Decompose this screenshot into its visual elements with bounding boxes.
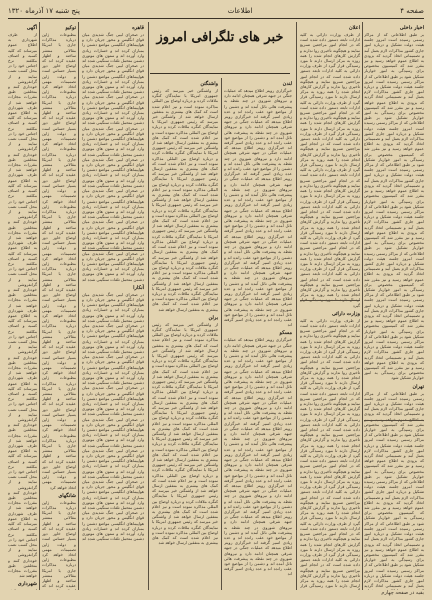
page-header (8, 4, 424, 18)
column-subhead: برلن (208, 314, 218, 321)
column-text: مطبوعات ژاپن درباره مذاکرات جاری با امریکا مقالاتی منتشر ساخته و اظهار عقیده کرده اند که اوضاع خاور دور بسیار حساس است و دولت ژاپن تصمیمات مهمی اتخاذ خواهد کرد مطبوعات ژاپن درباره مذاکرات جاری با امریکا مقالاتی منتشر ساخته و اظهار عقیده کرده اند که (42, 499, 76, 589)
date-label: پنج شنبه ۱۷ آذرماه ۱۳۲۰ (8, 7, 80, 15)
column-text: بر طبق اطلاعاتی که از مراکز رسمی رسیده است امروز جلسه هیئت دولت تشکیل و درباره امور جاری کشور مذاکرات لازم بعمل آمد و تصمیماتی اتخاذ گردید که بزودی به اطلاع عموم خواهد رسید و نیز مقرر شد که کمیسیون مخصوص برای رسیدگی به امور خواربار تشکیل شود بر طبق اطلاعاتی که از مراکز رسمی رسیده است امروز جلسه هیئت دولت تشکیل و درباره امور جاری کشور مذاکرات لازم بعمل آمد و تصمیماتی اتخاذ گردید که بزودی به اطلاع عموم خواهد رسید و نیز مقرر شد که کمیسیون مخصوص برای رسیدگی به امور خواربار تشکیل شود بر طبق اطلاعاتی که از مراکز رسمی رسیده است امروز جلسه هیئت دولت تشکیل و درباره امور جاری کشور مذاکرات لازم بعمل آمد و تصمیماتی اتخاذ گردید که بزودی به اطلاع عموم خواهد رسید و نیز مقرر شد که کمیسیون مخصوص برای رسیدگی به امور خواربار تشکیل شود بر طبق اطلاعاتی که از مراکز رسمی رسیده است امروز جلسه هیئت دولت تشکیل و درباره امور جاری کشور مذاکرات لازم بعمل آمد و تصمیماتی اتخاذ گردید که بزودی به اطلاع عموم خواهد رسید و نیز مقرر شد که کمیسیون مخصوص برای رسیدگی به امور خواربار تشکیل شود بر طبق اطلاعاتی که از مراکز رسمی رسیده است امروز جلسه هیئت دولت تشکیل و درباره امور جاری کشور مذاکرات لازم بعمل آمد و تصمیماتی اتخاذ گردید (364, 390, 424, 589)
page-label: صفحه ۴ (400, 7, 424, 15)
header-rule (8, 18, 424, 19)
column-2 (300, 22, 360, 590)
column-subhead: شهرداری (17, 581, 37, 588)
column-1 (364, 22, 424, 590)
column-text: از طرف وزارت دارائی به کلیه ادارات تابعه دستور داده شده است که در انجام امور مراجعین تسریع نمایند و هیچگونه تأخیری روا ندارند و گزارش کارهای انجام شده را همه روزه به مرکز ارسال دارند تا مورد رسیدگی قرار گیرد از طرف وزارت دارائی به کلیه ادارات تابعه دستور داده شده است که در انجام امور مراجعین تسریع نمایند و هیچگونه تأخیری روا ندارند و گزارش کارهای انجام شده را همه روزه به مرکز ارسال دارند تا مورد رسیدگی قرار گیرد از طرف وزارت دارائی به کلیه ادارات تابعه دستور داده شده است که در انجام امور مراجعین تسریع نمایند و هیچگونه تأخیری روا ندارند و گزارش کارهای انجام شده را همه روزه به مرکز ارسال دارند تا مورد رسیدگی قرار گیرد از طرف وزارت دارائی به کلیه ادارات تابعه دستور داده شده است که در انجام امور مراجعین تسریع نمایند و هیچگونه تأخیری روا ندارند و گزارش کارهای انجام شده را همه روزه به مرکز ارسال دارند تا مورد رسیدگی قرار گیرد از طرف وزارت دارائی به کلیه ادارات تابعه دستور داده شده است که در انجام امور مراجعین تسریع نمایند و هیچگونه تأخیری روا ندارند و گزارش کارهای انجام شده را همه روزه به مرکز ارسال دارند تا مورد رسیدگی قرار گیرد از طرف وزارت دارائی به کلیه ادارات تابعه دستور داده شده است که در انجام امور مراجعین تسریع نمایند و هیچگونه تأخیری روا ندارند و گزارش کارهای انجام شده را همه روزه به مرکز ارسال دارند تا مورد رسیدگی قرار گیرد از طرف وزارت دارائی به کلیه ادارات تابعه دستور داده شده است که در انجام امور مراجعین تسریع نمایند و هیچگونه تأخیری روا ندارند و گزارش کارهای انجام شده را همه روزه به مرکز ارسال دارند تا مورد رسیدگی قرار گیرد از طرف وزارت دارائی به کلیه ادارات تابعه دستور داده شده است که در انجام امور مراجعین تسریع نمایند و هیچگونه تأخیری روا ندارند و گزارش کارهای انجام شده را همه روزه به مرکز ارسال دارند تا مورد رسیدگی قرار گیرد (300, 32, 360, 308)
column-subhead: توکیو (65, 25, 76, 31)
column-subhead: تهران (412, 383, 424, 390)
column-subhead: شانگهای (58, 492, 76, 499)
column-subhead: آنکارا (133, 284, 144, 291)
column-text: از طرف وزارت دارائی به کلیه ادارات تابعه دستور داده شده است که در انجام امور مراجعین تسریع نمایند و هیچگونه تأخیری روا ندارند و گزارش کارهای انجام شده را همه روزه به مرکز ارسال دارند تا مورد رسیدگی قرار گیرد از طرف وزارت دارائی به کلیه ادارات تابعه دستور داده شده است که در انجام امور مراجعین تسریع نمایند و هیچگونه تأخیری روا ندارند و گزارش کارهای انجام شده را همه روزه به مرکز ارسال دارند تا مورد رسیدگی قرار گیرد از طرف وزارت دارائی به کلیه ادارات تابعه دستور داده شده است که در انجام امور مراجعین تسریع نمایند و هیچگونه تأخیری روا ندارند و گزارش کارهای انجام شده را همه روزه به مرکز ارسال دارند تا مورد رسیدگی قرار گیرد از طرف وزارت دارائی به کلیه ادارات تابعه دستور داده شده است که در انجام امور مراجعین تسریع نمایند و هیچگونه تأخیری روا ندارند و گزارش کارهای انجام شده را همه روزه به مرکز ارسال دارند تا مورد رسیدگی قرار گیرد از طرف وزارت دارائی به کلیه ادارات تابعه دستور داده شده است که در انجام امور مراجعین تسریع نمایند و هیچگونه تأخیری روا ندارند و گزارش کارهای انجام شده را همه روزه به مرکز ارسال دارند تا مورد رسیدگی قرار گیرد از طرف وزارت دارائی به کلیه ادارات تابعه دستور داده شده است که در انجام امور مراجعین تسریع نمایند و هیچگونه تأخیری روا ندارند و گزارش کارهای انجام شده را همه روزه به مرکز ارسال دارند تا مورد رسیدگی قرار گیرد از طرف وزارت دارائی به کلیه ادارات تابعه دستور داده شده است که در انجام امور مراجعین تسریع نمایند و هیچگونه تأخیری روا ندارند و گزارش کارهای انجام شده را همه روزه به مرکز ارسال دارند تا مورد رسیدگی قرار گیرد از طرف وزارت دارائی به کلیه ادارات تابعه دستور داده شده است که در انجام امور مراجعین تسریع نمایند و هیچگونه تأخیری روا ندارند و گزارش کارهای انجام شده را همه روزه به مرکز ارسال دارند تا مورد رسیدگی قرار (300, 317, 360, 589)
column-4 (152, 78, 218, 590)
column-subhead: لندن (282, 81, 292, 87)
column-separator (39, 22, 40, 590)
page-footer: بقیه در صفحه چهارم (381, 590, 424, 596)
column-subhead: وزارت دارائی (331, 310, 360, 317)
column-subhead: آگهی (26, 25, 37, 31)
column-subhead: مسکو (279, 330, 292, 337)
column-5 (82, 22, 144, 590)
column-separator (221, 78, 222, 590)
column-7 (8, 22, 37, 590)
column-subhead: اخبار داخلی (399, 25, 424, 31)
column-separator (148, 22, 149, 590)
column-text: از واشنگتن خبر میرسد که رئیس جمهوری امریکا با نمایندگان کنگره ملاقات کرده و درباره اوضاع بین المللی مذاکره نموده است و نیز اعلام شده است که کمک های بیشتری به متفقین ارسال خواهد شد از واشنگتن خبر میرسد که رئیس جمهوری امریکا با نمایندگان کنگره ملاقات کرده و درباره اوضاع بین المللی مذاکره نموده است و نیز اعلام شده است که کمک های بیشتری به متفقین ارسال خواهد شد از واشنگتن خبر میرسد که رئیس جمهوری امریکا با نمایندگان کنگره ملاقات کرده و درباره اوضاع بین المللی مذاکره نموده است و نیز اعلام شده است که کمک های بیشتری به متفقین ارسال خواهد شد از واشنگتن خبر میرسد که رئیس جمهوری امریکا با نمایندگان کنگره ملاقات کرده و درباره اوضاع بین المللی مذاکره نموده است و نیز اعلام شده است که کمک های بیشتری به متفقین ارسال خواهد شد از واشنگتن خبر میرسد که رئیس جمهوری امریکا با نمایندگان کنگره ملاقات کرده و درباره اوضاع بین المللی مذاکره نموده است و نیز اعلام شده است که کمک های بیشتری به متفقین ارسال خواهد شد از واشنگتن خبر میرسد که رئیس جمهوری امریکا با نمایندگان کنگره ملاقات کرده و درباره اوضاع بین المللی مذاکره نموده است و نیز اعلام شده است که کمک های بیشتری به متفقین ارسال خواهد شد از واشنگتن خبر میرسد که رئیس جمهوری امریکا با نمایندگان کنگره ملاقات کرده و درباره اوضاع بین المللی مذاکره نموده است و نیز اعلام شده است که کمک های بیشتری به متفقین ارسال خواهد شد از واشنگتن خبر میرسد که رئیس جمهوری امریکا با نمایندگان کنگره ملاقات کرده و درباره اوضاع بین المللی مذاکره نموده است و نیز اعلام شده است که کمک های بیشتری به متفقین ارسال خواهد شد (152, 321, 218, 546)
column-6 (42, 22, 76, 590)
column-text: از واشنگتن خبر میرسد که رئیس جمهوری امریکا با نمایندگان کنگره ملاقات کرده و درباره اوضاع بین المللی مذاکره نموده است و نیز اعلام شده است که کمک های بیشتری به متفقین ارسال خواهد شد از واشنگتن خبر میرسد که رئیس جمهوری امریکا با نمایندگان کنگره ملاقات کرده و درباره اوضاع بین المللی مذاکره نموده است و نیز اعلام شده است که کمک های بیشتری به متفقین ارسال خواهد شد از واشنگتن خبر میرسد که رئیس جمهوری امریکا با نمایندگان کنگره ملاقات کرده و درباره اوضاع بین المللی مذاکره نموده است و نیز اعلام شده است که کمک های بیشتری به متفقین ارسال خواهد شد از واشنگتن خبر میرسد که رئیس جمهوری امریکا با نمایندگان کنگره ملاقات کرده و درباره اوضاع بین المللی مذاکره نموده است و نیز اعلام شده است که کمک های بیشتری به متفقین ارسال خواهد شد از واشنگتن خبر میرسد که رئیس جمهوری امریکا با نمایندگان کنگره ملاقات کرده و درباره اوضاع بین المللی مذاکره نموده است و نیز اعلام شده است که کمک های بیشتری به متفقین ارسال خواهد شد از واشنگتن خبر میرسد که رئیس جمهوری امریکا با نمایندگان کنگره ملاقات کرده و درباره اوضاع بین المللی مذاکره نموده است و نیز اعلام شده است که کمک های بیشتری به متفقین ارسال خواهد شد از واشنگتن خبر میرسد که رئیس جمهوری امریکا با نمایندگان کنگره ملاقات کرده و درباره اوضاع بین المللی مذاکره نموده است و نیز اعلام شده است که کمک های بیشتری به متفقین ارسال خواهد شد از واشنگتن خبر میرسد که رئیس جمهوری امریکا با نمایندگان کنگره ملاقات کرده و درباره اوضاع بین المللی مذاکره نموده است و نیز اعلام شده است که کمک های بیشتری به متفقین ارسال خواهد شد (152, 88, 218, 312)
column-text: خبرگزاری رویتر اطلاع میدهد که عملیات جنگی در جبهه شرقی همچنان ادامه دارد و نیروهای شوروی در چند نقطه به پیشرفت هائی نائل آمده اند و دشمن را از مواضع خود عقب رانده اند و عده زیادی اسیر گرفته اند خبرگزاری رویتر اطلاع میدهد که عملیات جنگی در جبهه شرقی همچنان ادامه دارد و نیروهای شوروی در چند نقطه به پیشرفت هائی نائل آمده اند و دشمن را از مواضع خود عقب رانده اند و عده زیادی اسیر گرفته اند خبرگزاری رویتر اطلاع میدهد که عملیات جنگی در جبهه شرقی همچنان ادامه دارد و نیروهای شوروی در چند نقطه به پیشرفت هائی نائل آمده اند و دشمن را از مواضع خود عقب رانده اند و عده زیادی اسیر گرفته اند خبرگزاری رویتر اطلاع میدهد که عملیات جنگی در جبهه شرقی همچنان ادامه دارد و نیروهای شوروی در چند نقطه به پیشرفت هائی نائل آمده اند و دشمن را از مواضع خود عقب رانده اند و عده زیادی اسیر گرفته اند خبرگزاری رویتر اطلاع میدهد که عملیات جنگی در جبهه شرقی همچنان ادامه دارد و نیروهای شوروی در چند نقطه به پیشرفت هائی نائل آمده اند و دشمن را از مواضع خود عقب رانده اند و عده زیادی اسیر گرفته اند خبرگزاری رویتر اطلاع میدهد که عملیات جنگی در جبهه شرقی همچنان ادامه دارد و نیروهای شوروی در چند نقطه به پیشرفت هائی نائل آمده اند و دشمن را از مواضع خود عقب رانده اند و عده زیادی اسیر گرفته اند خبرگزاری رویتر اطلاع میدهد که عملیات جنگی در جبهه شرقی همچنان ادامه دارد و نیروهای شوروی در چند نقطه به پیشرفت هائی نائل آمده اند و دشمن را از مواضع خود عقب رانده اند و عده زیادی اسیر گرفته اند خبرگزاری رویتر اطلاع میدهد که عملیات جنگی در جبهه شرقی همچنان ادامه دارد و نیروهای شوروی در چند نقطه به پیشرفت هائی نائل آمده اند و دشمن را از مواضع خود عقب رانده اند و عده زیادی اسیر گرفته اند (224, 337, 292, 577)
column-3 (224, 78, 292, 590)
section-rule (300, 300, 360, 301)
column-subhead: اعلان (348, 25, 360, 31)
column-text: خبرگزاری رویتر اطلاع میدهد که عملیات جنگی در جبهه شرقی همچنان ادامه دارد و نیروهای شوروی در چند نقطه به پیشرفت هائی نائل آمده اند و دشمن را از مواضع خود عقب رانده اند و عده زیادی اسیر گرفته اند خبرگزاری رویتر اطلاع میدهد که عملیات جنگی در جبهه شرقی همچنان ادامه دارد و نیروهای شوروی در چند نقطه به پیشرفت هائی نائل آمده اند و دشمن را از مواضع خود عقب رانده اند و عده زیادی اسیر گرفته اند خبرگزاری رویتر اطلاع میدهد که عملیات جنگی در جبهه شرقی همچنان ادامه دارد و نیروهای شوروی در چند نقطه به پیشرفت هائی نائل آمده اند و دشمن را از مواضع خود عقب رانده اند و عده زیادی اسیر گرفته اند خبرگزاری رویتر اطلاع میدهد که عملیات جنگی در جبهه شرقی همچنان ادامه دارد و نیروهای شوروی در چند نقطه به پیشرفت هائی نائل آمده اند و دشمن را از مواضع خود عقب رانده اند و عده زیادی اسیر گرفته اند خبرگزاری رویتر اطلاع میدهد که عملیات جنگی در جبهه شرقی همچنان ادامه دارد و نیروهای شوروی در چند نقطه به پیشرفت هائی نائل آمده اند و دشمن را از مواضع خود عقب رانده اند و عده زیادی اسیر گرفته اند خبرگزاری رویتر اطلاع میدهد که عملیات جنگی در جبهه شرقی همچنان ادامه دارد و نیروهای شوروی در چند نقطه به پیشرفت هائی نائل آمده اند و دشمن را از مواضع خود عقب رانده اند و عده زیادی اسیر گرفته اند خبرگزاری رویتر اطلاع میدهد که عملیات جنگی در جبهه شرقی همچنان ادامه دارد و نیروهای شوروی در چند نقطه به پیشرفت هائی نائل آمده اند و دشمن را از مواضع خود عقب رانده اند و عده زیادی اسیر گرفته اند خبرگزاری رویتر اطلاع میدهد که عملیات جنگی در جبهه شرقی همچنان ادامه دارد و نیروهای شوروی در چند نقطه به پیشرفت هائی نائل آمده اند و دشمن را از مواضع خود عقب رانده اند و عده زیادی اسیر گرفته اند (224, 88, 292, 328)
section-rule (82, 250, 144, 251)
column-separator (78, 22, 79, 590)
column-separator (296, 22, 297, 590)
column-subhead: قاهره (132, 25, 144, 31)
headline-rule (150, 73, 290, 74)
column-subhead: واشنگتن (200, 81, 218, 87)
column-separator (362, 22, 363, 590)
page-headline: خبر های تلگرافی امروز (156, 30, 284, 45)
column-text: مطبوعات ژاپن درباره مذاکرات جاری با امریکا مقالاتی منتشر ساخته و اظهار عقیده کرده اند که اوضاع خاور دور بسیار حساس است و دولت ژاپن تصمیمات مهمی اتخاذ خواهد کرد مطبوعات ژاپن درباره مذاکرات جاری با امریکا مقالاتی منتشر ساخته و اظهار عقیده کرده اند که اوضاع خاور دور بسیار حساس است و دولت ژاپن تصمیمات مهمی اتخاذ خواهد کرد مطبوعات ژاپن درباره مذاکرات جاری با امریکا مقالاتی منتشر ساخته و اظهار عقیده کرده اند که اوضاع خاور دور بسیار حساس است و دولت ژاپن تصمیمات مهمی اتخاذ خواهد کرد مطبوعات ژاپن درباره مذاکرات جاری با امریکا مقالاتی منتشر ساخته و اظهار عقیده کرده اند که اوضاع خاور دور بسیار حساس است و دولت ژاپن تصمیمات مهمی اتخاذ خواهد کرد مطبوعات ژاپن درباره مذاکرات جاری با امریکا مقالاتی منتشر ساخته و اظهار عقیده کرده اند که اوضاع خاور دور بسیار حساس است و دولت ژاپن تصمیمات مهمی اتخاذ خواهد کرد مطبوعات ژاپن درباره مذاکرات جاری با امریکا مقالاتی منتشر ساخته و اظهار عقیده کرده اند که اوضاع خاور دور بسیار حساس است و دولت ژاپن تصمیمات مهمی اتخاذ خواهد کرد مطبوعات ژاپن درباره مذاکرات جاری با امریکا مقالاتی منتشر ساخته و اظهار عقیده کرده اند که اوضاع خاور دور بسیار حساس است و دولت ژاپن تصمیمات مهمی اتخاذ خواهد کرد مطبوعات ژاپن درباره مذاکرات جاری با امریکا مقالاتی منتشر ساخته و اظهار عقیده کرده اند که اوضاع خاور دور بسیار حساس است و دولت ژاپن تصمیمات مهمی اتخاذ خواهد کرد (42, 32, 76, 490)
paper-name: اطلاعات (227, 7, 253, 15)
column-text: بر طبق اطلاعاتی که از مراکز رسمی رسیده است امروز جلسه هیئت دولت تشکیل و درباره امور جاری کشور مذاکرات لازم بعمل آمد و تصمیماتی اتخاذ گردید که بزودی به اطلاع عموم خواهد رسید و نیز مقرر شد که کمیسیون مخصوص برای رسیدگی به امور خواربار تشکیل شود بر طبق اطلاعاتی که از مراکز رسمی رسیده است امروز جلسه هیئت دولت تشکیل و درباره امور جاری کشور مذاکرات لازم بعمل آمد و تصمیماتی اتخاذ گردید که بزودی به اطلاع عموم خواهد رسید و نیز مقرر شد که کمیسیون مخصوص برای رسیدگی به امور خواربار تشکیل شود بر طبق اطلاعاتی که از مراکز رسمی رسیده است امروز جلسه هیئت دولت تشکیل و درباره امور جاری کشور مذاکرات لازم بعمل آمد و تصمیماتی اتخاذ گردید که بزودی به اطلاع عموم خواهد رسید و نیز مقرر شد که کمیسیون مخصوص برای رسیدگی به امور خواربار تشکیل شود بر طبق اطلاعاتی که از مراکز رسمی رسیده است امروز جلسه هیئت دولت تشکیل و درباره امور جاری کشور مذاکرات لازم بعمل آمد و تصمیماتی اتخاذ گردید که بزودی به اطلاع عموم خواهد رسید و نیز مقرر شد که کمیسیون مخصوص برای رسیدگی به امور خواربار تشکیل شود بر طبق اطلاعاتی که از مراکز رسمی رسیده است امروز جلسه هیئت دولت تشکیل و درباره امور جاری کشور مذاکرات لازم بعمل آمد و تصمیماتی اتخاذ گردید که بزودی به اطلاع عموم خواهد رسید و نیز مقرر شد که کمیسیون مخصوص برای رسیدگی به امور خواربار تشکیل شود بر طبق اطلاعاتی که از مراکز رسمی رسیده است امروز جلسه هیئت دولت تشکیل و درباره امور جاری کشور مذاکرات لازم بعمل آمد و تصمیماتی اتخاذ گردید که بزودی به اطلاع عموم خواهد رسید و نیز مقرر شد که کمیسیون مخصوص برای رسیدگی به امور خواربار تشکیل شود بر طبق اطلاعاتی که از مراکز رسمی رسیده است امروز جلسه هیئت دولت تشکیل و درباره امور جاری کشور مذاکرات لازم بعمل آمد و تصمیماتی اتخاذ گردید که بزودی به اطلاع عموم خواهد رسید و نیز مقرر شد که کمیسیون مخصوص برای رسیدگی به امور خواربار تشکیل شود بر طبق اطلاعاتی که از مراکز رسمی رسیده است امروز جلسه هیئت دولت تشکیل و درباره امور جاری کشور مذاکرات لازم بعمل آمد و تصمیماتی اتخاذ گردید که بزودی به اطلاع عموم خواهد رسید و نیز مقرر شد که کمیسیون مخصوص برای رسیدگی به امور خواربار تشکیل شود (364, 32, 424, 381)
section-rule (364, 420, 424, 421)
column-text: در صحرای لیبی جنگ شدیدی میان قوای انگلیس و محور جریان دارد و هواپیماهای انگلیسی مواضع دشمن را بمباران کرده اند و خسارات زیادی وارد آورده اند و ستون های موتوری دشمن متحمل تلفات سنگینی شده اند در صحرای لیبی جنگ شدیدی میان قوای انگلیس و محور جریان دارد و هواپیماهای انگلیسی مواضع دشمن را بمباران کرده اند و خسارات زیادی وارد آورده اند و ستون های موتوری دشمن متحمل تلفات سنگینی شده اند در صحرای لیبی جنگ شدیدی میان قوای انگلیس و محور جریان دارد و هواپیماهای انگلیسی مواضع دشمن را بمباران کرده اند و خسارات زیادی وارد آورده اند و ستون های موتوری دشمن متحمل تلفات سنگینی شده اند در صحرای لیبی جنگ شدیدی میان قوای انگلیس و محور جریان دارد و هواپیماهای انگلیسی مواضع دشمن را بمباران کرده اند و خسارات زیادی وارد آورده اند و ستون های موتوری دشمن متحمل تلفات سنگینی شده اند در صحرای لیبی جنگ شدیدی میان قوای انگلیس و محور جریان دارد و هواپیماهای انگلیسی مواضع دشمن را بمباران کرده اند و خسارات زیادی وارد آورده اند و ستون های موتوری دشمن متحمل تلفات سنگینی شده اند در صحرای لیبی جنگ شدیدی میان قوای انگلیس و محور جریان دارد و هواپیماهای انگلیسی مواضع دشمن را بمباران کرده اند و خسارات زیادی وارد آورده اند و ستون های موتوری دشمن متحمل تلفات سنگینی شده اند در صحرای لیبی جنگ شدیدی میان قوای انگلیس و محور جریان دارد و هواپیماهای انگلیسی مواضع دشمن را بمباران کرده اند و خسارات زیادی وارد آورده اند و ستون های موتوری دشمن متحمل تلفات سنگینی شده اند در صحرای لیبی جنگ شدیدی میان قوای انگلیس و محور جریان دارد و هواپیماهای انگلیسی مواضع دشمن را بمباران کرده اند و خسارات زیادی وارد آورده اند و ستون های موتوری دشمن متحمل تلفات سنگینی شده اند (82, 291, 144, 542)
column-text: در صحرای لیبی جنگ شدیدی میان قوای انگلیس و محور جریان دارد و هواپیماهای انگلیسی مواضع دشمن را بمباران کرده اند و خسارات زیادی وارد آورده اند و ستون های موتوری دشمن متحمل تلفات سنگینی شده اند در صحرای لیبی جنگ شدیدی میان قوای انگلیس و محور جریان دارد و هواپیماهای انگلیسی مواضع دشمن را بمباران کرده اند و خسارات زیادی وارد آورده اند و ستون های موتوری دشمن متحمل تلفات سنگینی شده اند در صحرای لیبی جنگ شدیدی میان قوای انگلیس و محور جریان دارد و هواپیماهای انگلیسی مواضع دشمن را بمباران کرده اند و خسارات زیادی وارد آورده اند و ستون های موتوری دشمن متحمل تلفات سنگینی شده اند در صحرای لیبی جنگ شدیدی میان قوای انگلیس و محور جریان دارد و هواپیماهای انگلیسی مواضع دشمن را بمباران کرده اند و خسارات زیادی وارد آورده اند و ستون های موتوری دشمن متحمل تلفات سنگینی شده اند در صحرای لیبی جنگ شدیدی میان قوای انگلیس و محور جریان دارد و هواپیماهای انگلیسی مواضع دشمن را بمباران کرده اند و خسارات زیادی وارد آورده اند و ستون های موتوری دشمن متحمل تلفات سنگینی شده اند در صحرای لیبی جنگ شدیدی میان قوای انگلیس و محور جریان دارد و هواپیماهای انگلیسی مواضع دشمن را بمباران کرده اند و خسارات زیادی وارد آورده اند و ستون های موتوری دشمن متحمل تلفات سنگینی شده اند در صحرای لیبی جنگ شدیدی میان قوای انگلیس و محور جریان دارد و هواپیماهای انگلیسی مواضع دشمن را بمباران کرده اند و خسارات زیادی وارد آورده اند و ستون های موتوری دشمن متحمل تلفات سنگینی شده اند در صحرای لیبی جنگ شدیدی میان قوای انگلیس و محور جریان دارد و هواپیماهای انگلیسی مواضع دشمن را بمباران کرده اند و خسارات زیادی وارد آورده اند و ستون های موتوری دشمن متحمل تلفات سنگینی شده اند (82, 32, 144, 282)
column-text: از طرف شهرداری به اطلاع عموم میرساند که کلیه کسبه و اصناف مکلفند نرخ اجناس خود را در محل کسب نصب نمایند و از گرانفروشی خودداری کنند و متخلفین طبق مقررات مجازات خواهند شد از طرف شهرداری به اطلاع عموم میرساند که کلیه کسبه و اصناف مکلفند نرخ اجناس خود را در محل کسب نصب نمایند و از گرانفروشی خودداری کنند و متخلفین طبق مقررات مجازات خواهند شد از طرف شهرداری به اطلاع عموم میرساند که کلیه کسبه و اصناف مکلفند نرخ اجناس خود را در محل کسب نصب نمایند و از گرانفروشی خودداری کنند و متخلفین طبق مقررات مجازات خواهند شد از طرف شهرداری به اطلاع عموم میرساند که کلیه کسبه و اصناف مکلفند نرخ اجناس خود را در محل کسب نصب نمایند و از گرانفروشی خودداری کنند و متخلفین طبق مقررات مجازات خواهند شد از طرف شهرداری به اطلاع عموم میرساند که کلیه کسبه و اصناف مکلفند نرخ اجناس خود را در محل کسب نصب نمایند و از گرانفروشی خودداری کنند و متخلفین طبق مقررات مجازات خواهند شد از طرف شهرداری به اطلاع عموم میرساند که کلیه کسبه و اصناف مکلفند نرخ اجناس خود را در محل کسب نصب نمایند و از گرانفروشی خودداری کنند و متخلفین طبق مقررات مجازات خواهند شد از طرف شهرداری به اطلاع عموم میرساند که کلیه کسبه و اصناف مکلفند نرخ اجناس خود را در محل کسب نصب نمایند و از گرانفروشی خودداری کنند و متخلفین طبق مقررات مجازات خواهند شد از طرف شهرداری به اطلاع عموم میرساند که کلیه کسبه و اصناف مکلفند نرخ اجناس خود را در محل کسب نصب نمایند و از گرانفروشی خودداری کنند و متخلفین طبق مقررات مجازات خواهند شد (8, 32, 37, 579)
